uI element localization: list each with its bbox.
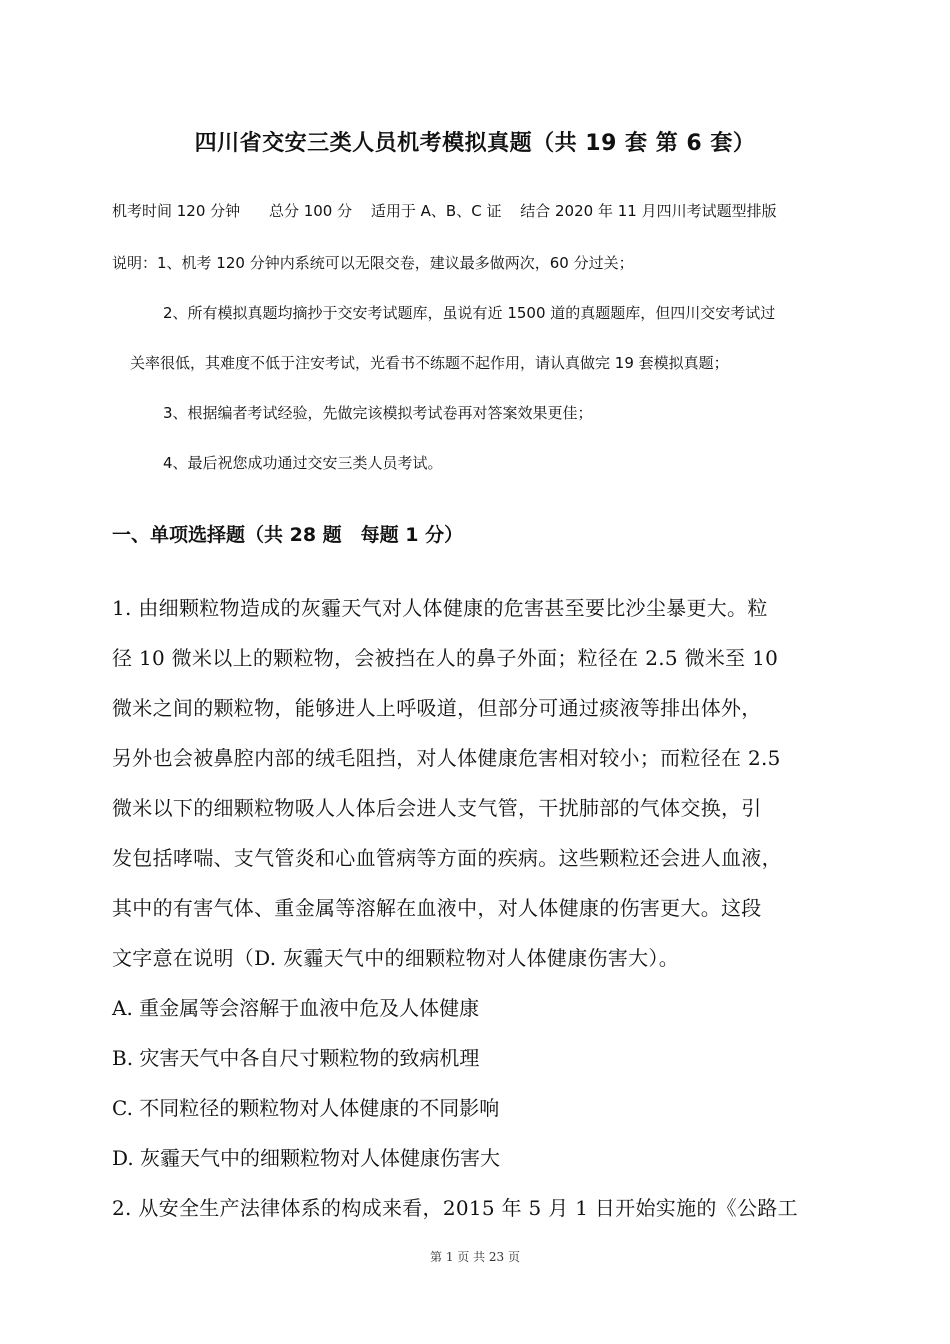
option-b: B. 灾害天气中各自尺寸颗粒物的致病机理 bbox=[112, 1046, 480, 1070]
document-title: 四川省交安三类人员机考模拟真题（共 19 套 第 6 套） bbox=[194, 131, 756, 156]
exam-score: 总分 100 分 bbox=[268, 202, 353, 220]
note-2: 2、所有模拟真题均摘抄于交安考试题库，虽说有近 1500 道的真题题库，但四川交安考试过 bbox=[163, 304, 776, 322]
note-1: 说明：1、机考 120 分钟内系统可以无限交卷，建议最多做两次，60 分过关； bbox=[112, 254, 634, 272]
page-footer: 第 1 页 共 23 页 bbox=[430, 1250, 520, 1264]
question-2-start: 2. 从安全生产法律体系的构成来看，2015 年 5 月 1 日开始实施的《公路工 bbox=[112, 1196, 798, 1220]
question-1-line: 径 10 微米以上的颗粒物，会被挡在人的鼻子外面；粒径在 2.5 微米至 10 bbox=[112, 646, 779, 670]
option-d: D. 灰霾天气中的细颗粒物对人体健康伤害大 bbox=[112, 1146, 501, 1170]
note-3: 3、根据编者考试经验，先做完该模拟考试卷再对答案效果更佳； bbox=[163, 404, 593, 422]
section-heading: 一、单项选择题（共 28 题 每题 1 分） bbox=[112, 524, 464, 546]
option-c: C. 不同粒径的颗粒物对人体健康的不同影响 bbox=[112, 1096, 500, 1120]
question-1-line: 其中的有害气体、重金属等溶解在血液中，对人体健康的伤害更大。这段 bbox=[112, 896, 762, 920]
note-4: 4、最后祝您成功通过交安三类人员考试。 bbox=[163, 454, 443, 472]
exam-meta bbox=[112, 200, 777, 221]
note-2-continued: 关率很低，其难度不低于注安考试，光看书不练题不起作用，请认真做完 19 套模拟真题； bbox=[130, 354, 729, 372]
question-1-line: 微米以下的细颗粒物吸人人体后会进人支气管，干扰肺部的气体交换，引 bbox=[112, 796, 762, 820]
question-1-line: 微米之间的颗粒物，能够进人上呼吸道，但部分可通过痰液等排出体外， bbox=[112, 696, 762, 720]
option-a: A. 重金属等会溶解于血液中危及人体健康 bbox=[112, 996, 480, 1020]
exam-time: 机考时间 120 分钟 bbox=[112, 202, 241, 220]
exam-basis: 结合 2020 年 11 月四川考试题型排版 bbox=[520, 202, 777, 220]
question-1-line: 文字意在说明（D. 灰霾天气中的细颗粒物对人体健康伤害大）。 bbox=[112, 946, 680, 970]
question-1-line: 1. 由细颗粒物造成的灰霾天气对人体健康的危害甚至要比沙尘暴更大。粒 bbox=[112, 596, 768, 620]
question-1-line: 另外也会被鼻腔内部的绒毛阻挡，对人体健康危害相对较小；而粒径在 2.5 bbox=[112, 746, 781, 770]
question-1-line: 发包括哮喘、支气管炎和心血管病等方面的疾病。这些颗粒还会进人血液， bbox=[112, 846, 782, 870]
exam-applies: 适用于 A、B、C 证 bbox=[370, 202, 502, 220]
